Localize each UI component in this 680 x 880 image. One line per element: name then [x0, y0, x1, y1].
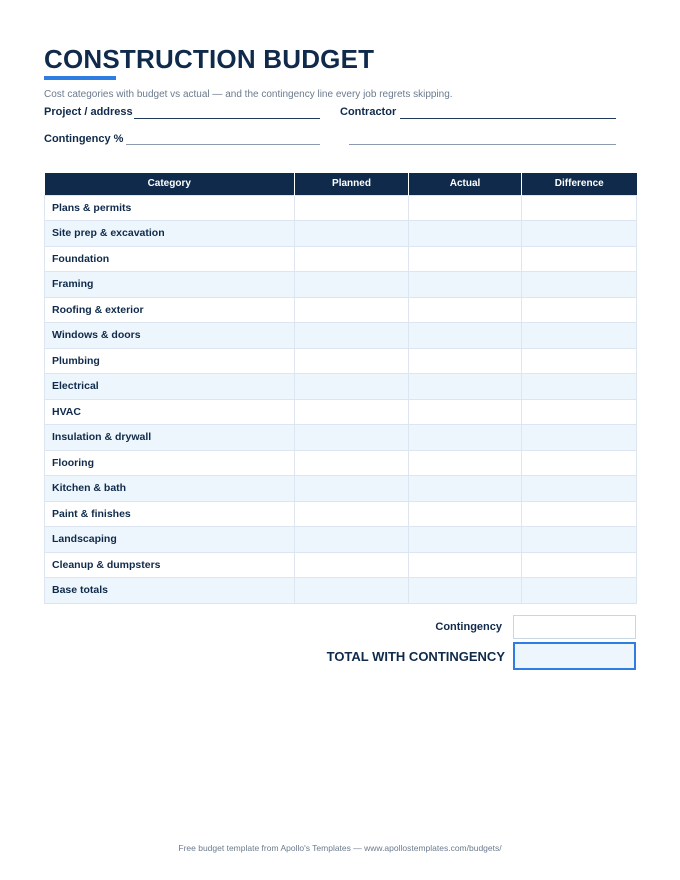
- total-with-contingency-cell[interactable]: [513, 642, 636, 670]
- category-cell: Kitchen & bath: [45, 476, 295, 502]
- planned-cell[interactable]: [295, 527, 409, 553]
- budget-table: [44, 173, 637, 604]
- contractor-field[interactable]: [400, 118, 616, 119]
- actual-cell[interactable]: [409, 501, 522, 527]
- category-cell: Flooring: [45, 450, 295, 476]
- table-row: [45, 501, 637, 527]
- table-row: [45, 323, 637, 349]
- difference-cell[interactable]: [522, 195, 637, 221]
- project-address-label: Project / address: [44, 106, 133, 118]
- planned-cell[interactable]: [295, 195, 409, 221]
- difference-cell[interactable]: [522, 578, 637, 604]
- planned-cell[interactable]: [295, 221, 409, 247]
- category-cell: Plumbing: [45, 348, 295, 374]
- actual-cell[interactable]: [409, 476, 522, 502]
- difference-cell[interactable]: [522, 552, 637, 578]
- category-cell: Cleanup & dumpsters: [45, 552, 295, 578]
- column-header-planned: Planned: [295, 173, 409, 195]
- actual-cell[interactable]: [409, 374, 522, 400]
- table-row: [45, 348, 637, 374]
- total-with-contingency-label: TOTAL WITH CONTINGENCY: [326, 649, 505, 664]
- difference-cell[interactable]: [522, 450, 637, 476]
- difference-cell[interactable]: [522, 399, 637, 425]
- actual-cell[interactable]: [409, 195, 522, 221]
- difference-cell[interactable]: [522, 297, 637, 323]
- category-cell: Base totals: [45, 578, 295, 604]
- planned-cell[interactable]: [295, 501, 409, 527]
- contingency-percent-label: Contingency %: [44, 133, 124, 145]
- difference-cell[interactable]: [522, 246, 637, 272]
- project-address-field[interactable]: [134, 118, 320, 119]
- category-cell: HVAC: [45, 399, 295, 425]
- contractor-label: Contractor: [340, 106, 397, 118]
- table-row: [45, 578, 637, 604]
- difference-cell[interactable]: [522, 272, 637, 298]
- category-cell: Framing: [45, 272, 295, 298]
- actual-cell[interactable]: [409, 578, 522, 604]
- table-row: [45, 195, 637, 221]
- column-header-actual: Actual: [409, 173, 522, 195]
- table-row: [45, 476, 637, 502]
- planned-cell[interactable]: [295, 374, 409, 400]
- actual-cell[interactable]: [409, 348, 522, 374]
- planned-cell[interactable]: [295, 348, 409, 374]
- planned-cell[interactable]: [295, 399, 409, 425]
- planned-cell[interactable]: [295, 425, 409, 451]
- footer-credit: Free budget template from Apollo's Templates — www.apollostemplates.com/budgets/: [178, 843, 502, 853]
- actual-cell[interactable]: [409, 221, 522, 247]
- actual-cell[interactable]: [409, 272, 522, 298]
- table-row: [45, 399, 637, 425]
- actual-cell[interactable]: [409, 399, 522, 425]
- table-row: [45, 221, 637, 247]
- table-row: [45, 527, 637, 553]
- title-accent-bar: [44, 76, 116, 80]
- category-cell: Foundation: [45, 246, 295, 272]
- contingency-amount-cell[interactable]: [513, 615, 636, 639]
- difference-cell[interactable]: [522, 527, 637, 553]
- actual-cell[interactable]: [409, 246, 522, 272]
- planned-cell[interactable]: [295, 246, 409, 272]
- category-cell: Windows & doors: [45, 323, 295, 349]
- difference-cell[interactable]: [522, 476, 637, 502]
- category-cell: Roofing & exterior: [45, 297, 295, 323]
- difference-cell[interactable]: [522, 348, 637, 374]
- category-cell: Landscaping: [45, 527, 295, 553]
- table-row: [45, 374, 637, 400]
- table-row: [45, 246, 637, 272]
- planned-cell[interactable]: [295, 552, 409, 578]
- category-cell: Paint & finishes: [45, 501, 295, 527]
- planned-cell[interactable]: [295, 450, 409, 476]
- contingency-percent-field[interactable]: [126, 144, 320, 145]
- table-row: [45, 450, 637, 476]
- contingency-summary-label: Contingency: [435, 621, 502, 633]
- table-row: [45, 297, 637, 323]
- planned-cell[interactable]: [295, 272, 409, 298]
- difference-cell[interactable]: [522, 501, 637, 527]
- table-row: [45, 552, 637, 578]
- table-row: [45, 272, 637, 298]
- actual-cell[interactable]: [409, 552, 522, 578]
- actual-cell[interactable]: [409, 425, 522, 451]
- page-title: CONSTRUCTION BUDGET: [44, 44, 375, 74]
- difference-cell[interactable]: [522, 221, 637, 247]
- page-subtitle: Cost categories with budget vs actual — and the contingency line every job regrets skipping.: [44, 89, 453, 100]
- column-header-category: Category: [45, 173, 295, 195]
- planned-cell[interactable]: [295, 476, 409, 502]
- category-cell: Plans & permits: [45, 195, 295, 221]
- category-cell: Insulation & drywall: [45, 425, 295, 451]
- category-cell: Site prep & excavation: [45, 221, 295, 247]
- category-cell: Electrical: [45, 374, 295, 400]
- planned-cell[interactable]: [295, 297, 409, 323]
- actual-cell[interactable]: [409, 527, 522, 553]
- actual-cell[interactable]: [409, 297, 522, 323]
- actual-cell[interactable]: [409, 323, 522, 349]
- table-row: [45, 425, 637, 451]
- planned-cell[interactable]: [295, 578, 409, 604]
- actual-cell[interactable]: [409, 450, 522, 476]
- table-header-row: [45, 173, 637, 195]
- column-header-difference: Difference: [522, 173, 637, 195]
- difference-cell[interactable]: [522, 374, 637, 400]
- difference-cell[interactable]: [522, 323, 637, 349]
- blank-field-line[interactable]: [349, 144, 616, 145]
- difference-cell[interactable]: [522, 425, 637, 451]
- planned-cell[interactable]: [295, 323, 409, 349]
